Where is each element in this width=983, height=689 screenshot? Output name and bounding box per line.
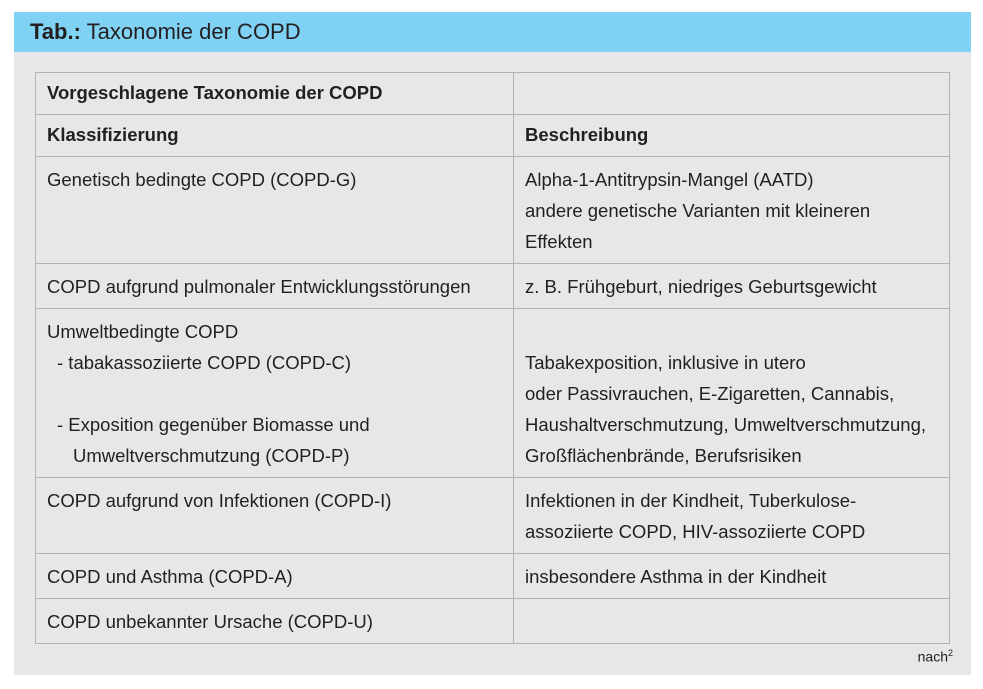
description-line: insbesondere Asthma in der Kindheit bbox=[525, 566, 827, 587]
column-header-description: Beschreibung bbox=[514, 115, 950, 157]
table-row bbox=[36, 157, 950, 264]
sub-classification: - Exposition gegenüber Biomasse und bbox=[57, 414, 370, 435]
description-cell bbox=[514, 264, 950, 309]
classification-cell bbox=[36, 554, 514, 599]
description-line: andere genetische Varianten mit kleineren bbox=[525, 200, 871, 221]
description-cell bbox=[514, 478, 950, 554]
table-row bbox=[36, 478, 950, 554]
table-caption: Vorgeschlagene Taxonomie der COPD bbox=[36, 73, 514, 115]
description-line: assoziierte COPD, HIV-assoziierte COPD bbox=[525, 521, 866, 542]
table-row bbox=[36, 599, 950, 644]
footnote-reference: 2 bbox=[947, 648, 953, 659]
classification-text: COPD aufgrund von Infektionen (COPD-I) bbox=[47, 490, 392, 511]
classification-cell bbox=[36, 264, 514, 309]
description-line: Alpha-1-Antitrypsin-Mangel (AATD) bbox=[525, 169, 814, 190]
source-footnote bbox=[918, 648, 953, 665]
description-line: Infektionen in der Kindheit, Tuberkulose- bbox=[525, 490, 857, 511]
description-cell bbox=[514, 554, 950, 599]
table-panel bbox=[14, 12, 971, 675]
table-row bbox=[36, 264, 950, 309]
classification-text: COPD unbekannter Ursache (COPD-U) bbox=[47, 611, 373, 632]
caption-row bbox=[36, 73, 950, 115]
table-title: Taxonomie der COPD bbox=[86, 19, 301, 44]
table-header bbox=[14, 12, 971, 52]
classification-text: COPD aufgrund pulmonaler Entwicklungsstörungen bbox=[47, 276, 471, 297]
classification-text: Umweltbedingte COPD bbox=[47, 321, 239, 342]
sub-classification: Umweltverschmutzung (COPD-P) bbox=[73, 445, 350, 466]
table-row bbox=[36, 554, 950, 599]
description-line: Effekten bbox=[525, 231, 593, 252]
classification-cell bbox=[36, 599, 514, 644]
description-cell bbox=[514, 157, 950, 264]
description-line: Tabakexposition, inklusive in utero bbox=[525, 352, 806, 373]
classification-cell bbox=[36, 478, 514, 554]
tab-label: Tab.: bbox=[30, 19, 81, 44]
column-header-classification: Klassifizierung bbox=[36, 115, 514, 157]
footnote-text: nach bbox=[917, 649, 948, 665]
classification-cell bbox=[36, 157, 514, 264]
description-line: z. B. Frühgeburt, niedriges Geburtsgewicht bbox=[525, 276, 877, 297]
classification-cell bbox=[36, 309, 514, 478]
description-line: Haushaltverschmutzung, Umweltverschmutzung, bbox=[525, 414, 926, 435]
column-header-row bbox=[36, 115, 950, 157]
caption-empty-cell bbox=[514, 73, 950, 115]
sub-classification: - tabakassoziierte COPD (COPD-C) bbox=[57, 352, 352, 373]
taxonomy-table bbox=[35, 72, 950, 644]
description-line: oder Passivrauchen, E-Zigaretten, Cannabis, bbox=[525, 383, 895, 404]
description-line: Großflächenbrände, Berufsrisiken bbox=[525, 445, 802, 466]
classification-text: Genetisch bedingte COPD (COPD-G) bbox=[47, 169, 357, 190]
classification-text: COPD und Asthma (COPD-A) bbox=[47, 566, 293, 587]
table-row bbox=[36, 309, 950, 478]
description-cell bbox=[514, 599, 950, 644]
description-cell bbox=[514, 309, 950, 478]
